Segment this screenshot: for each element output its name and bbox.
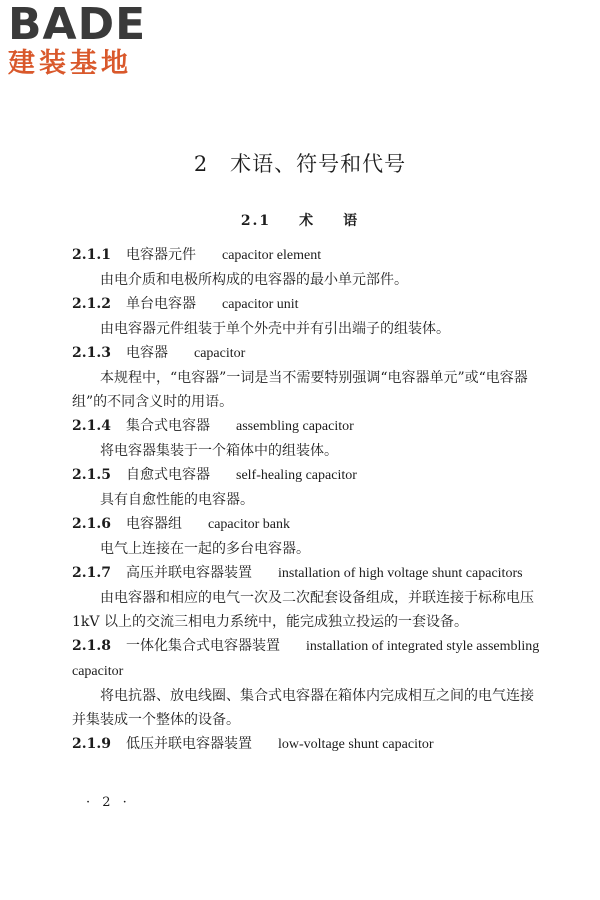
section-number: 2.1: [240, 213, 272, 229]
logo-wordmark: BADE: [8, 0, 147, 50]
term-entry: [72, 561, 546, 634]
term-number: 2.1.6: [72, 516, 111, 532]
term-chinese: 自愈式电容器: [126, 467, 210, 483]
bade-logo: [8, 2, 178, 86]
term-definition: 将电容器集装于一个箱体中的组装体。: [100, 443, 338, 459]
term-english: self-healing capacitor: [236, 468, 357, 483]
term-chinese: 单台电容器: [126, 296, 196, 312]
term-english: capacitor: [194, 346, 246, 361]
term-list: [72, 243, 546, 757]
term-entry: [72, 414, 546, 463]
section-title-part-2: 语: [343, 213, 360, 229]
term-number: 2.1.5: [72, 467, 111, 483]
section-heading: [0, 210, 600, 230]
term-number: 2.1.3: [72, 345, 111, 361]
term-chinese: 低压并联电容器装置: [126, 736, 252, 752]
term-definition: 具有自愈性能的电容器。: [100, 492, 254, 508]
section-title-part-1: 术: [299, 213, 316, 229]
chapter-title: 2 术语、符号和代号: [193, 152, 407, 176]
term-english: installation of high voltage shunt capacitors: [278, 566, 523, 581]
term-number: 2.1.4: [72, 418, 111, 434]
term-english: low-voltage shunt capacitor: [278, 737, 434, 752]
term-number: 2.1.9: [72, 736, 111, 752]
term-definition: 将电抗器、放电线圈、集合式电容器在箱体内完成相互之间的电气连接并集装成一个整体的设备。: [72, 688, 534, 728]
term-chinese: 一体化集合式电容器装置: [126, 638, 280, 654]
term-chinese: 高压并联电容器装置: [126, 565, 252, 581]
term-definition: 由电介质和电极所构成的电容器的最小单元部件。: [100, 272, 408, 288]
logo-subtitle: 建装基地: [8, 48, 132, 79]
term-entry: [72, 634, 546, 732]
term-number: 2.1.1: [72, 247, 111, 263]
term-chinese: 电容器元件: [126, 247, 196, 263]
term-definition: 本规程中，“电容器”一词是当不需要特别强调“电容器单元”或“电容器组”的不同含义时的用语。: [72, 370, 528, 410]
term-english: assembling capacitor: [236, 419, 354, 434]
term-chinese: 集合式电容器: [126, 418, 210, 434]
term-definition: 由电容器和相应的电气一次及二次配套设备组成，并联连接于标称电压 1kV 以上的交流三相电力系统中，能完成独立投运的一套设备。: [72, 590, 534, 630]
term-english: capacitor element: [222, 248, 322, 263]
term-number: 2.1.2: [72, 296, 111, 312]
term-entry: [72, 341, 546, 414]
term-number: 2.1.7: [72, 565, 111, 581]
term-english: capacitor unit: [222, 297, 299, 312]
term-entry: [72, 732, 546, 757]
page-number: · 2 ·: [86, 795, 131, 810]
term-entry: [72, 292, 546, 341]
term-english: capacitor bank: [208, 517, 291, 532]
term-chinese: 电容器: [126, 345, 168, 361]
term-definition: 电气上连接在一起的多台电容器。: [100, 541, 310, 557]
term-entry: [72, 463, 546, 512]
term-entry: [72, 512, 546, 561]
term-chinese: 电容器组: [126, 516, 182, 532]
term-definition: 由电容器元件组装于单个外壳中并有引出端子的组装体。: [100, 321, 450, 337]
term-english: installation of integrated style assembling capacitor: [72, 639, 540, 679]
term-number: 2.1.8: [72, 638, 111, 654]
term-entry: [72, 243, 546, 292]
